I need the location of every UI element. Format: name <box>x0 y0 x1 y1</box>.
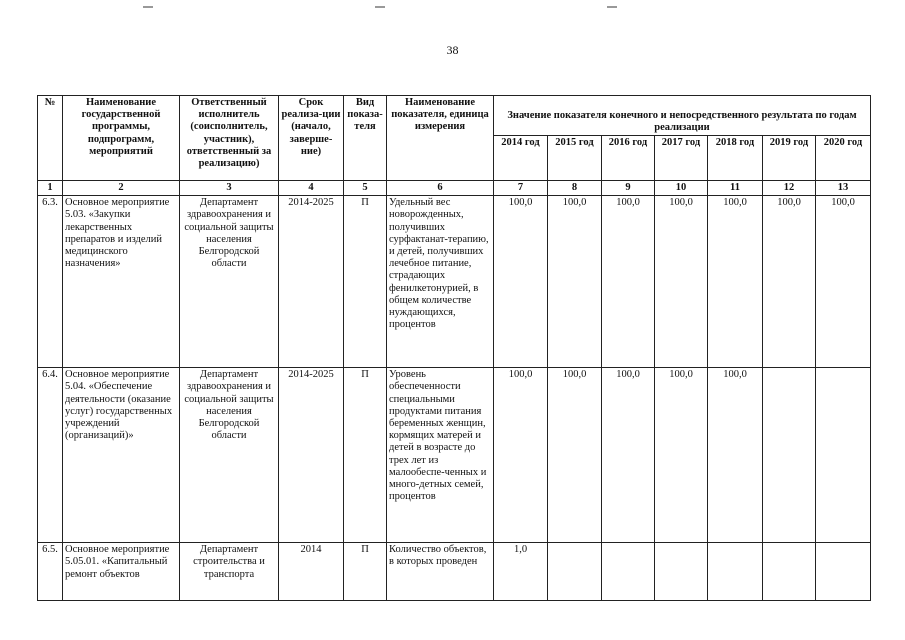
table-row <box>38 543 871 601</box>
row-num: 6.3. <box>38 196 63 368</box>
row-value-2017 <box>655 543 708 601</box>
row-value-2014: 100,0 <box>494 196 548 368</box>
header-year-2015: 2015 год <box>548 136 602 181</box>
column-number: 4 <box>279 181 344 196</box>
header-year-2016: 2016 год <box>602 136 655 181</box>
row-type: П <box>344 543 387 601</box>
header-year-2020: 2020 год <box>816 136 871 181</box>
row-value-2017: 100,0 <box>655 196 708 368</box>
program-table <box>37 95 871 601</box>
row-value-2015: 100,0 <box>548 196 602 368</box>
header-year-2014: 2014 год <box>494 136 548 181</box>
row-term: 2014-2025 <box>279 368 344 543</box>
row-type: П <box>344 368 387 543</box>
row-value-2015 <box>548 543 602 601</box>
row-value-2015: 100,0 <box>548 368 602 543</box>
header-year-2017: 2017 год <box>655 136 708 181</box>
row-executor: Департамент здравоохранения и социальной защиты населения Белгородской области <box>180 196 279 368</box>
header-year-2018: 2018 год <box>708 136 763 181</box>
column-number: 13 <box>816 181 871 196</box>
row-term: 2014 <box>279 543 344 601</box>
header-num: № <box>38 96 63 181</box>
header-values-group: Значение показателя конечного и непосредственного результата по годам реализации <box>494 96 871 136</box>
column-number: 11 <box>708 181 763 196</box>
row-value-2017: 100,0 <box>655 368 708 543</box>
row-executor: Департамент здравоохранения и социальной защиты населения Белгородской области <box>180 368 279 543</box>
row-indicator: Уровень обеспеченности специальными продуктами питания беременных женщин, кормящих матерей и детей в возрасте до трех лет из малообеспе-ченных и много-детных семей, процентов <box>387 368 494 543</box>
row-term: 2014-2025 <box>279 196 344 368</box>
column-number: 6 <box>387 181 494 196</box>
table-row <box>38 196 871 368</box>
column-number: 1 <box>38 181 63 196</box>
row-name: Основное мероприятие 5.04. «Обеспечение деятельности (оказание услуг) государственных учреждений (организаций)» <box>63 368 180 543</box>
header-executor: Ответственный исполнитель (соисполнитель, участник), ответственный за реализацию) <box>180 96 279 181</box>
row-num: 6.4. <box>38 368 63 543</box>
row-value-2020 <box>816 368 871 543</box>
header-type: Вид показа-теля <box>344 96 387 181</box>
column-numbers-row <box>38 181 871 196</box>
row-value-2019: 100,0 <box>763 196 816 368</box>
row-value-2018 <box>708 543 763 601</box>
column-number: 5 <box>344 181 387 196</box>
row-name: Основное мероприятие 5.03. «Закупки лекарственных препаратов и изделий медицинского назначения» <box>63 196 180 368</box>
row-indicator: Удельный вес новорожденных, получивших сурфактанат-терапию, и детей, получивших лечебное питание, страдающих фенилкетонурией, в общем количестве нуждающихся, процентов <box>387 196 494 368</box>
column-number: 7 <box>494 181 548 196</box>
header-row-top <box>38 96 871 136</box>
row-value-2020 <box>816 543 871 601</box>
header-name: Наименование государственной программы, подпрограмм, мероприятий <box>63 96 180 181</box>
row-value-2014: 100,0 <box>494 368 548 543</box>
row-indicator: Количество объектов, в которых проведен <box>387 543 494 601</box>
row-value-2016: 100,0 <box>602 196 655 368</box>
column-number: 3 <box>180 181 279 196</box>
row-value-2018: 100,0 <box>708 196 763 368</box>
column-number: 12 <box>763 181 816 196</box>
row-type: П <box>344 196 387 368</box>
row-value-2016 <box>602 543 655 601</box>
header-term: Срок реализа-ции (начало, заверше-ние) <box>279 96 344 181</box>
row-value-2018: 100,0 <box>708 368 763 543</box>
row-executor: Департамент строительства и транспорта <box>180 543 279 601</box>
column-number: 2 <box>63 181 180 196</box>
row-value-2019 <box>763 543 816 601</box>
column-number: 8 <box>548 181 602 196</box>
column-number: 9 <box>602 181 655 196</box>
row-value-2020: 100,0 <box>816 196 871 368</box>
row-name: Основное мероприятие 5.05.01. «Капитальный ремонт объектов <box>63 543 180 601</box>
row-value-2016: 100,0 <box>602 368 655 543</box>
row-value-2014: 1,0 <box>494 543 548 601</box>
table-row <box>38 368 871 543</box>
row-num: 6.5. <box>38 543 63 601</box>
row-value-2019 <box>763 368 816 543</box>
column-number: 10 <box>655 181 708 196</box>
header-year-2019: 2019 год <box>763 136 816 181</box>
page-number: 38 <box>446 43 459 57</box>
scan-marks <box>0 6 905 12</box>
header-indicator: Наименование показателя, единица измерения <box>387 96 494 181</box>
